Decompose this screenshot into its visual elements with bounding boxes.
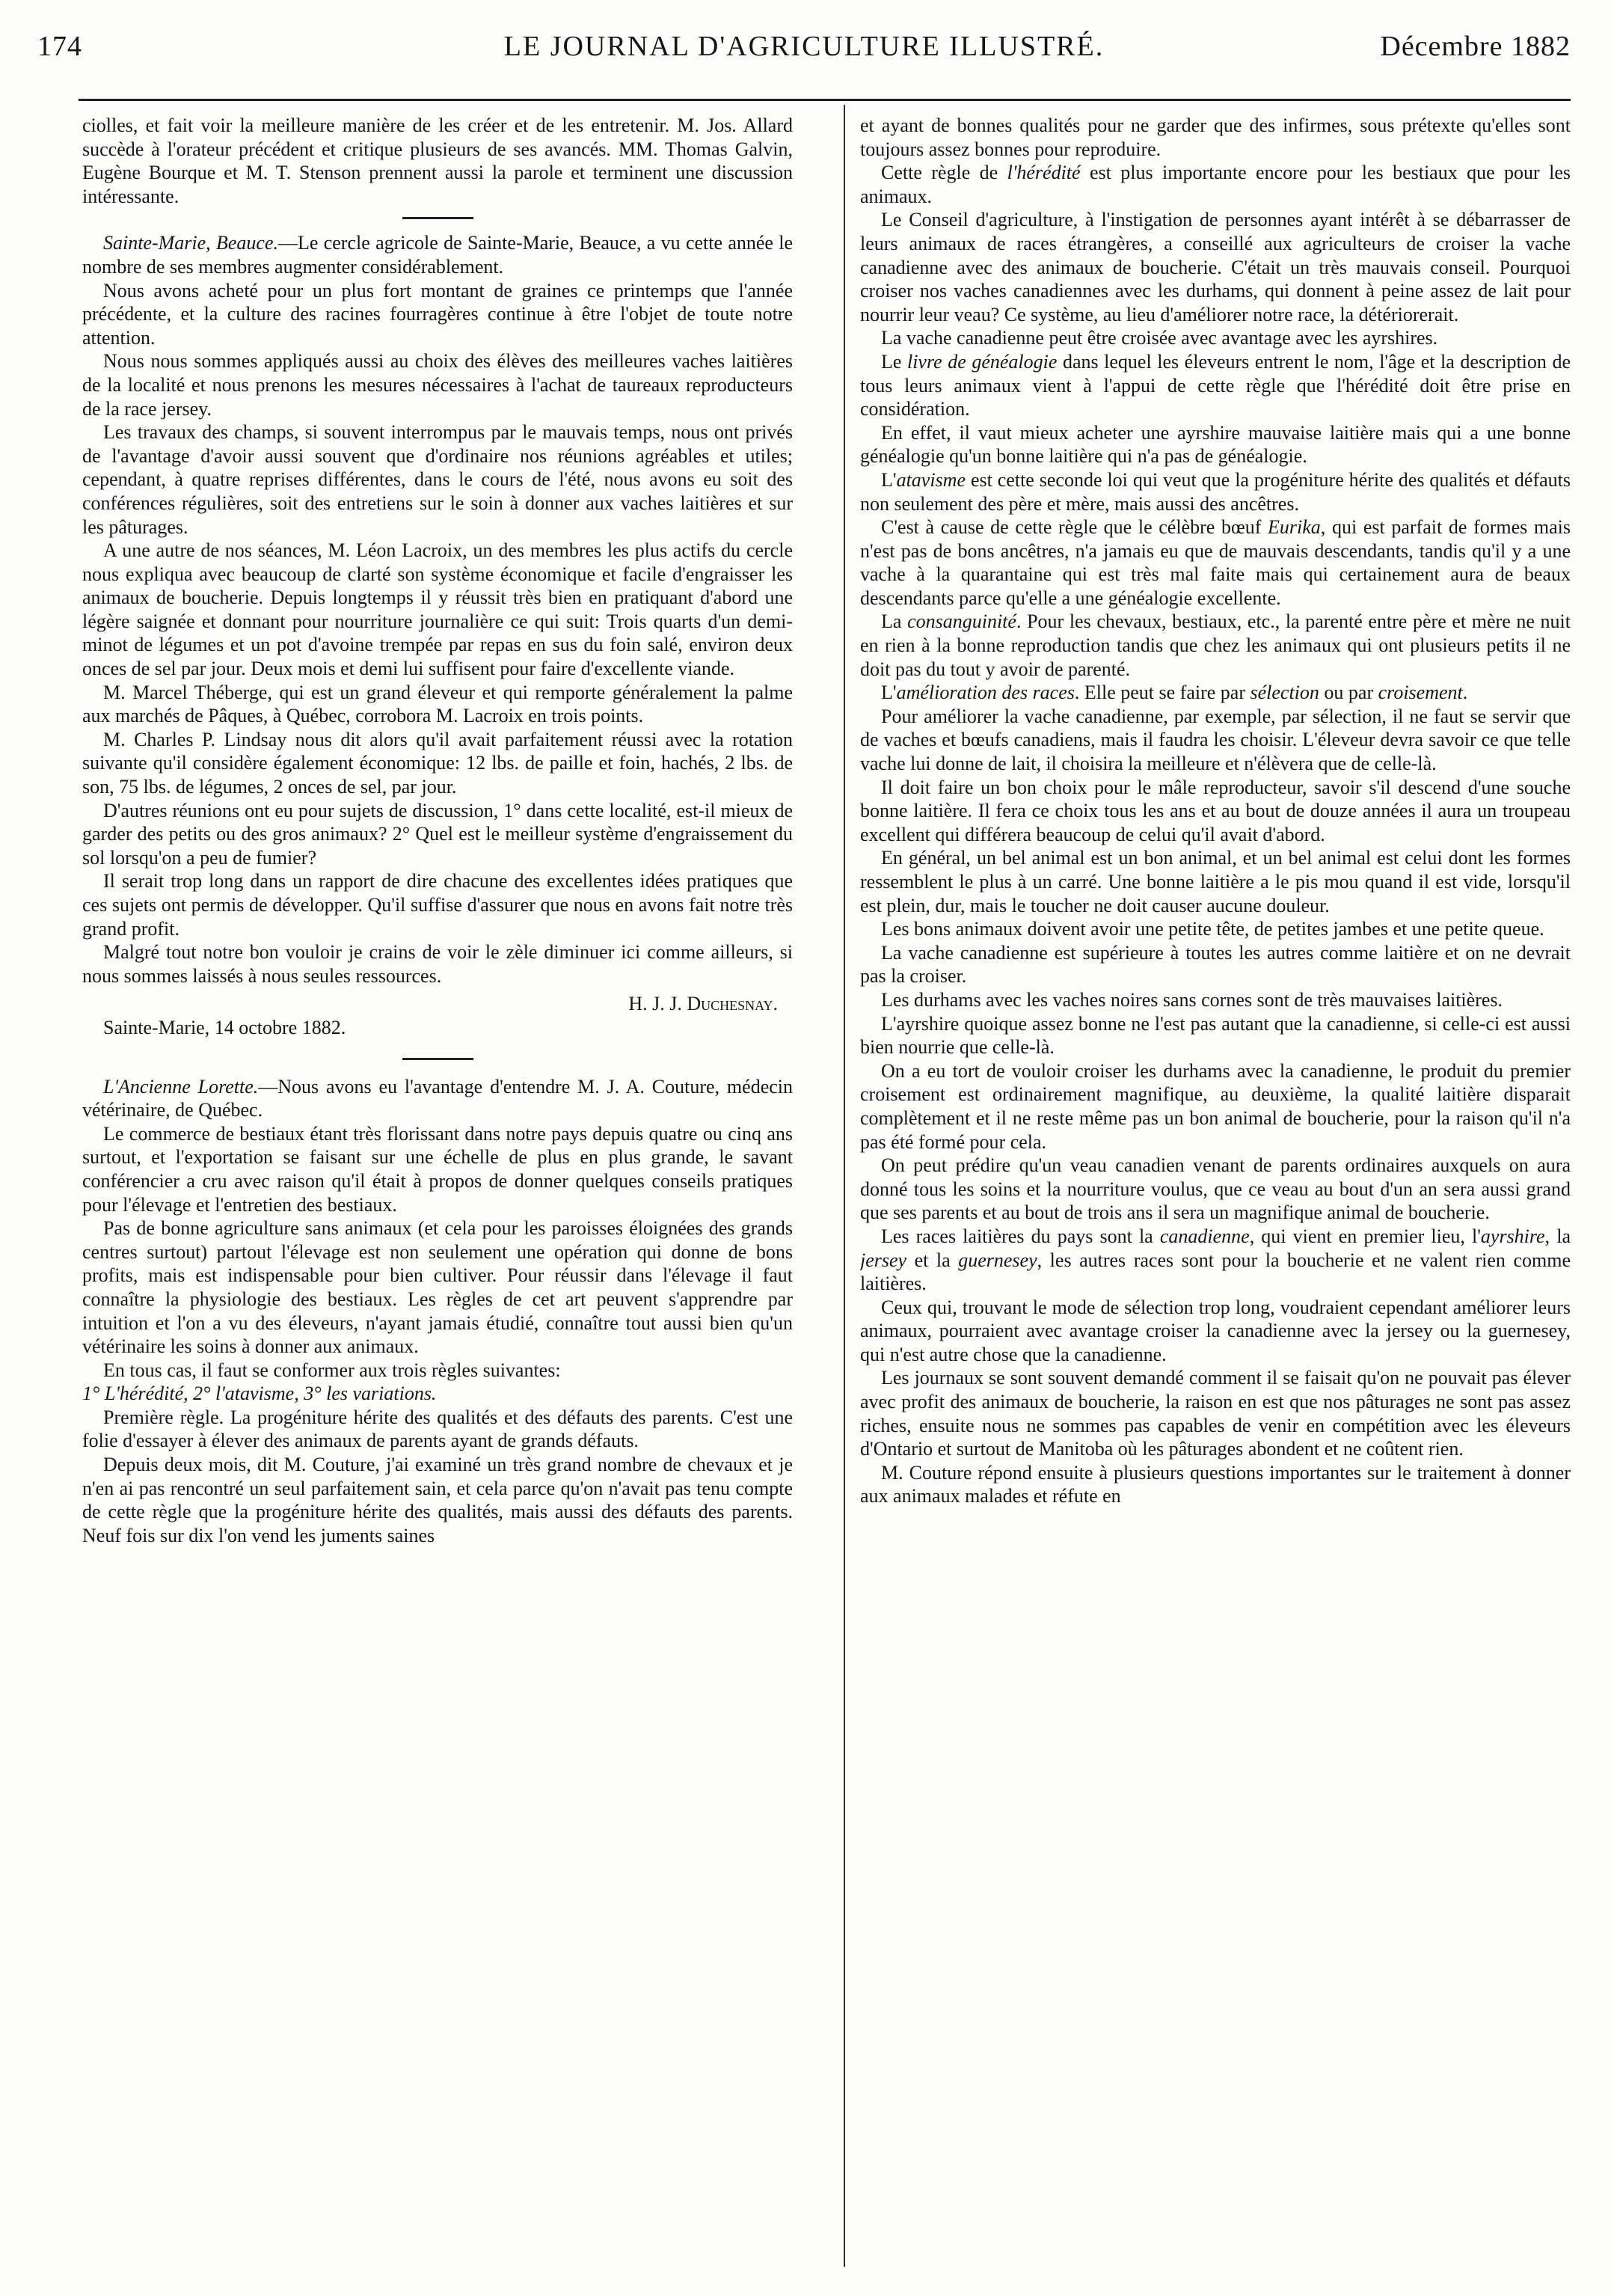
paragraph: Les durhams avec les vaches noires sans cornes sont de très mauvaises laitières. — [881, 988, 1503, 1011]
place-name: Sainte-Marie, Beauce. — [103, 232, 278, 254]
paragraph: L'atavisme est cette seconde loi qui veut que la progéniture hérite des qualités et défauts non seulement des père et mère, mais aussi des ancêtres. — [860, 468, 1571, 515]
paragraph: A une autre de nos séances, M. Léon Lacroix, un des membres les plus actifs du cercle nous expliqua avec beaucoup de clarté son système économique et facile d'engraisser les animaux de boucherie. Depuis longtemps il y réussit très bien en pratiquant d'abord une légère saignée et donnant pour nourriture journalière ce qui suit: Trois quarts d'un demi-minot de légumes et un pot d'avoine trempée par repas en sus du foin salé, environ deux onces de sel par jour. Deux mois et demi lui suffisent pour faire d'excellente viande. — [82, 539, 793, 680]
paragraph: ciolles, et fait voir la meilleure manière de les créer et de les entretenir. M. Jos. Allard succède à l'orateur précédent et critique plusieurs de ses avancés. MM. Thomas Galvin, Eugène Bourque et M. T. Stenson prennent aussi la parole et terminent une discussion intéressante. — [82, 114, 793, 207]
paragraph: Depuis deux mois, dit M. Couture, j'ai examiné un très grand nombre de chevaux et je n'en ai pas rencontré un seul parfaitement sain, et cela parce qu'on n'avait pas tenu compte de cette règle que la progéniture hérite des qualités, mais aussi des défauts des parents. Neuf fois sur dix l'on vend les juments saines — [82, 1454, 793, 1546]
page-header — [37, 30, 1571, 69]
section-heading-lorette: L'Ancienne Lorette.—Nous avons eu l'avantage d'entendre M. J. A. Couture, médecin vétérinaire, de Québec. — [82, 1075, 793, 1121]
right-column — [860, 114, 1571, 2268]
paragraph: Les journaux se sont souvent demandé comment il se faisait qu'on ne pouvait pas élever avec profit des animaux de boucherie, la raison en est que nos pâturages ne sont pas assez riches, ensuite nous ne sommes pas capables de venir en compétition avec les éleveurs d'Ontario et surtout de Manitoba où les pâturages abondent et ne coûtent rien. — [860, 1367, 1571, 1460]
paragraph: Pour améliorer la vache canadienne, par exemple, par sélection, il ne faut se servir que de vaches et bœufs canadiens, mais il faudra les choisir. L'éleveur devra savoir ce que telle vache lui donne de lait, il choisira la meilleure et n'élèvera que de celle-là. — [860, 705, 1571, 775]
paragraph: Il serait trop long dans un rapport de dire chacune des excellentes idées pratiques que ces sujets ont permis de développer. Qu'il suffise d'assurer que nous en avons fait notre très grand profit. — [82, 870, 793, 940]
paragraph: Pas de bonne agriculture sans animaux (et cela pour les paroisses éloignées des grands centres surtout) partout l'élevage est non seulement une opération qui donne de bons profits, mais est indispensable pour bien cultiver. Pour réussir dans l'élevage il faut connaître la physiologie des bestiaux. Les règles de cet art peuvent s'apprendre par intuition et l'on a vu des éleveurs, n'ayant jamais étudié, connaître tout aussi bien qu'un vétérinaire les soins à donner aux animaux. — [82, 1217, 793, 1358]
paragraph: En effet, il vaut mieux acheter une ayrshire mauvaise laitière mais qui a une bonne généalogie qu'un bonne laitière qui n'a pas de généalogie. — [860, 421, 1571, 468]
journal-title: LE JOURNAL D'AGRICULTURE ILLUSTRÉ. — [503, 31, 1105, 62]
paragraph: Il doit faire un bon choix pour le mâle reproducteur, savoir s'il descend d'une souche bonne laitière. Il fera ce choix tous les ans et au bout de douze années il aura un troupeau excellent qui différera beaucoup de celui qu'il avait d'abord. — [860, 776, 1571, 845]
paragraph: Le commerce de bestiaux étant très florissant dans notre pays depuis quatre ou cinq ans surtout, et l'exportation se faisant sur une échelle de plus en plus grande, le savant conférencier a cru avec raison qu'il était à propos de donner quelques conseils pratiques pour l'élevage et l'entretien des bestiaux. — [82, 1122, 793, 1216]
header-rule — [79, 99, 1571, 101]
paragraph: Cette règle de l'hérédité est plus importante encore pour les bestiaux que pour les animaux. — [860, 162, 1571, 207]
page-number: 174 — [37, 31, 82, 62]
paragraph: Le Conseil d'agriculture, à l'instigation de personnes ayant intérêt à se débarrasser de leurs animaux de races étrangères, a conseillé aux agriculteurs de croiser la vache canadienne avec des animaux de boucherie. C'était un très mauvais conseil. Pourquoi croiser nos vaches canadiennes avec les durhams, qui donnent à peine assez de lait pour nourrir leur veau? Ce système, au lieu d'améliorer notre race, la détériorerait. — [860, 209, 1571, 325]
paragraph: M. Couture répond ensuite à plusieurs questions importantes sur le traitement à donner aux animaux malades et réfute en — [860, 1461, 1571, 1507]
paragraph: La vache canadienne peut être croisée avec avantage avec les ayrshires. — [881, 327, 1438, 349]
paragraph: La consanguinité. Pour les chevaux, bestiaux, etc., la parenté entre père et mère ne nuit en rien à la bonne reproduction tandis que chez les animaux qui ont plusieurs petits il ne doit pas du tout y avoir de parenté. — [860, 610, 1571, 680]
paragraph: On a eu tort de vouloir croiser les durhams avec la canadienne, le produit du premier croisement est ordinairement magnifique, au deuxième, la qualité laitière disparait complètement et il ne reste même pas un bon animal de boucherie, pour la raison qu'il n'a pas été formé pour cela. — [860, 1059, 1571, 1153]
paragraph: M. Charles P. Lindsay nous dit alors qu'il avait parfaitement réussi avec la rotation suivante qu'il considère également économique: 12 lbs. de paille et foin, hachés, 2 lbs. de son, 75 lbs. de légumes, 2 onces de sel, par jour. — [82, 728, 793, 798]
paragraph: Les races laitières du pays sont la canadienne, qui vient en premier lieu, l'ayrshire, la jersey et la guernesey, les autres races sont pour la boucherie et ne valent rien comme laitières. — [860, 1225, 1571, 1295]
paragraph: M. Marcel Théberge, qui est un grand éleveur et qui remporte généralement la palme aux marchés de Pâques, à Québec, corrobora M. Lacroix en trois points. — [82, 681, 793, 727]
paragraph: En général, un bel animal est un bon animal, et un bel animal est celui dont les formes ressemblent le plus à un carré. Une bonne laitière a le pis mou quand il est vide, lorsqu'il est plein, dur, mais le toucher ne doit causer aucune douleur. — [860, 847, 1571, 916]
paragraph: On peut prédire qu'un veau canadien venant de parents ordinaires auxquels on aura donné tous les soins et la nourriture voulus, que ce veau au bout d'un an sera aussi grand que ses parents et au bout de trois ans il sera un magnifique animal de boucherie. — [860, 1154, 1571, 1224]
paragraph: Première règle. La progéniture hérite des qualités et des défauts des parents. C'est une folie d'essayer à élever des animaux de parents ayant de grands défauts. — [82, 1406, 793, 1452]
section-heading-sainte-marie: Sainte-Marie, Beauce.—Le cercle agricole de Sainte-Marie, Beauce, a vu cette année le nombre de ses membres augmenter considérablement. — [82, 232, 793, 278]
paragraph: Nous avons acheté pour un plus fort montant de graines ce printemps que l'année précédente, et la culture des racines fourragères continue à être l'objet de toute notre attention. — [82, 279, 793, 349]
section-rule — [402, 1058, 473, 1060]
paragraph: et ayant de bonnes qualités pour ne garder que des infirmes, sous prétexte qu'elles sont toujours assez bonnes pour reproduire. — [860, 114, 1571, 160]
section-rule — [402, 217, 473, 219]
place-name: L'Ancienne Lorette. — [103, 1075, 259, 1098]
paragraph: Nous nous sommes appliqués aussi au choix des élèves des meilleures vaches laitières de la localité et nous prenons les mesures nécessaires à l'achat de taureaux reproducteurs de la race jersey. — [82, 350, 793, 420]
paragraph: L'amélioration des races. Elle peut se faire par sélection ou par croisement. — [881, 682, 1468, 704]
issue-date: Décembre 1882 — [1380, 31, 1571, 62]
paragraph: En tous cas, il faut se conformer aux trois règles suivantes: — [103, 1359, 561, 1381]
paragraph: L'ayrshire quoique assez bonne ne l'est pas autant que la canadienne, si celle-ci est aussi bien nourrie que celle-là. — [860, 1012, 1571, 1059]
paragraph: Les travaux des champs, si souvent interrompus par le mauvais temps, nous ont privés de l'avantage d'avoir aussi souvent que d'ordinaire nos réunions agréables et utiles; cependant, à quatre reprises différentes, dans le cours de l'été, nous avons eu soit des conférences régulières, soit des entretiens sur le soin à donner aux vaches laitières et sur les pâturages. — [82, 421, 793, 538]
paragraph: Le livre de généalogie dans lequel les éleveurs entrent le nom, l'âge et la description de tous leurs animaux vient à l'appui de cette règle que l'hérédité doit être prise en considération. — [860, 350, 1571, 420]
paragraph: La vache canadienne est supérieure à toutes les autres comme laitière et on ne devrait pas la croiser. — [860, 941, 1571, 988]
dateline: Sainte-Marie, 14 octobre 1882. — [103, 1016, 346, 1038]
paragraph: C'est à cause de cette règle que le célèbre bœuf Eurika, qui est parfait de formes mais n'est pas de bons ancêtres, n'a jamais eu que de mauvais descendants, tandis qu'il y a une vache à la quarantaine qui est très mal faite mais qui certainement aura de beaux descendants parce qu'elle a une généalogie excellente. — [860, 516, 1571, 609]
rules-list: 1° L'hérédité, 2° l'atavisme, 3° les variations. — [82, 1383, 437, 1405]
left-column — [82, 114, 793, 2268]
paragraph: D'autres réunions ont eu pour sujets de discussion, 1° dans cette localité, est-il mieux de garder des petits ou des gros animaux? 2° Quel est le meilleur système d'engraissement du sol lorsqu'on a peu de fumier? — [82, 799, 793, 869]
paragraph: Ceux qui, trouvant le mode de sélection trop long, voudraient cependant améliorer leurs animaux, pourraient avec avantage croiser la canadienne avec la jersey ou la guernesey, qui n'est autre chose que la canadienne. — [860, 1296, 1571, 1365]
signature: H. J. J. Duchesnay. — [628, 993, 778, 1015]
paragraph: Malgré tout notre bon vouloir je crains de voir le zèle diminuer ici comme ailleurs, si nous sommes laissés à nous seules ressources. — [82, 941, 793, 987]
column-divider — [844, 105, 845, 2267]
paragraph: Les bons animaux doivent avoir une petite tête, de petites jambes et une petite queue. — [881, 918, 1544, 940]
